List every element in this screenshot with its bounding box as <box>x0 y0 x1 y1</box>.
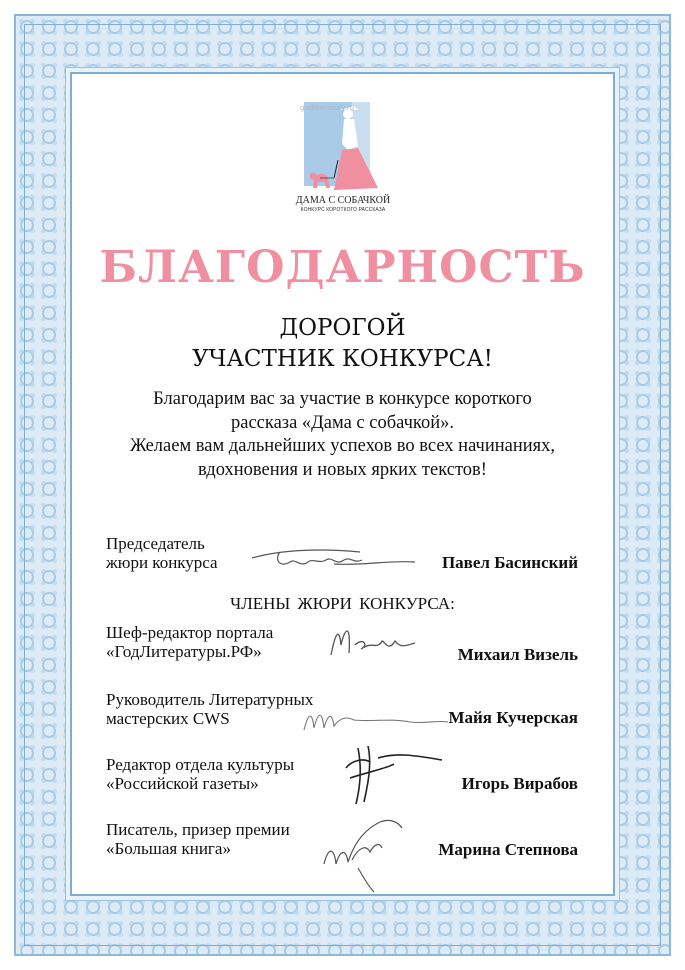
body-line: рассказа «Дама с собачкой». <box>230 412 454 433</box>
gratitude-text <box>70 388 615 482</box>
jury-signature <box>318 808 408 894</box>
certificate-heading: БЛАГОДАРНОСТЬ <box>99 242 586 293</box>
chairman-role-line-1: Председатель <box>106 534 205 553</box>
jury-role-line-2: мастерских CWS <box>106 709 230 728</box>
logo-title: ДАМА С СОБАЧКОЙ <box>295 195 391 206</box>
jury-member-name: Майя Кучерская <box>448 708 578 727</box>
body-line: Желаем вам дальнейших успехов во всех начинаниях, <box>129 436 556 456</box>
jury-signature <box>325 615 425 665</box>
addressee <box>70 313 615 375</box>
addressee-line-1: ДОРОГОЙ <box>279 315 406 341</box>
jury-member-name: Михаил Визель <box>457 645 578 664</box>
jury-role-line-1: Шеф-редактор портала <box>106 623 274 642</box>
jury-member-name: Игорь Вирабов <box>461 774 578 793</box>
jury-role-line-2: «ГодЛитературы.РФ» <box>106 642 262 661</box>
jury-heading: ЧЛЕНЫ ЖЮРИ КОНКУРСА: <box>230 594 455 613</box>
jury-role-line-2: «Большая книга» <box>106 839 231 858</box>
chairman-signature <box>250 540 420 574</box>
jury-role-line-2: «Российской газеты» <box>106 774 259 793</box>
jury-role-line-1: Редактор отдела культуры <box>106 755 295 774</box>
logo-subtitle: КОНКУРС КОРОТКОГО РАССКАЗА <box>300 207 386 213</box>
chairman-name: Павел Басинский <box>441 553 578 572</box>
jury-signature <box>300 700 450 736</box>
jury-member-name: Марина Степнова <box>438 840 578 859</box>
body-line: вдохновения и новых ярких текстов! <box>198 459 487 480</box>
jury-member-role <box>106 755 366 793</box>
jury-signature <box>338 738 448 810</box>
jury-role-line-1: Писатель, призер премии <box>106 820 290 839</box>
jury-role-line-1: Руководитель Литературных <box>106 690 314 709</box>
body-line: Благодарим вас за участие в конкурсе короткого <box>153 389 532 409</box>
addressee-line-2: УЧАСТНИК КОНКУРСА! <box>192 346 493 372</box>
chairman-role-line-2: жюри конкурса <box>106 553 218 572</box>
logo-site-url: godliteratury.ru <box>300 104 355 112</box>
